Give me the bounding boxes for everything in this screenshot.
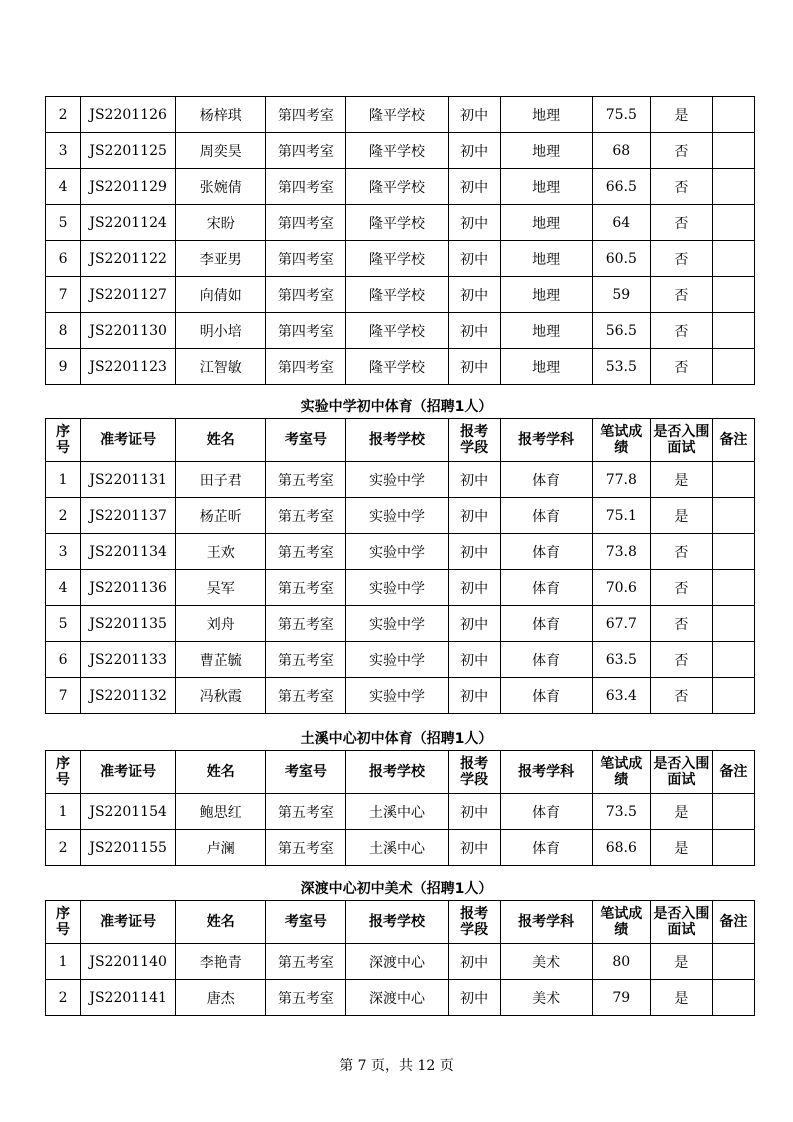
cell-remarks (712, 678, 754, 714)
header-subject: 报考学科 (500, 419, 592, 462)
cell-ticket-number: JS2201125 (81, 133, 176, 169)
cell-level: 初中 (448, 462, 500, 498)
cell-level: 初中 (448, 205, 500, 241)
header-room: 考室号 (266, 901, 346, 944)
cell-subject: 体育 (500, 830, 592, 866)
cell-name: 周奕昊 (176, 133, 266, 169)
cell-subject: 地理 (500, 169, 592, 205)
cell-index: 5 (46, 205, 81, 241)
cell-level: 初中 (448, 97, 500, 133)
cell-index: 2 (46, 980, 81, 1016)
cell-subject: 体育 (500, 462, 592, 498)
cell-exam-room: 第五考室 (266, 830, 346, 866)
cell-exam-room: 第四考室 (266, 313, 346, 349)
cell-ticket-number: JS2201140 (81, 944, 176, 980)
cell-exam-room: 第五考室 (266, 462, 346, 498)
cell-exam-room: 第五考室 (266, 498, 346, 534)
table-row (46, 97, 755, 133)
cell-ticket-number: JS2201154 (81, 794, 176, 830)
cell-level: 初中 (448, 277, 500, 313)
cell-ticket-number: JS2201122 (81, 241, 176, 277)
cell-level: 初中 (448, 349, 500, 385)
table-row (46, 462, 755, 498)
cell-school: 深渡中心 (346, 944, 448, 980)
header-remarks: 备注 (712, 419, 754, 462)
cell-index: 3 (46, 534, 81, 570)
cell-remarks (712, 241, 754, 277)
table-header-row (46, 419, 755, 462)
cell-subject: 美术 (500, 980, 592, 1016)
header-level: 报考学段 (448, 419, 500, 462)
cell-level: 初中 (448, 980, 500, 1016)
cell-remarks (712, 133, 754, 169)
cell-ticket-number: JS2201126 (81, 97, 176, 133)
cell-remarks (712, 205, 754, 241)
cell-shortlisted: 否 (650, 241, 712, 277)
cell-level: 初中 (448, 313, 500, 349)
header-remarks: 备注 (712, 751, 754, 794)
header-shortlisted: 是否入围面试 (650, 751, 712, 794)
cell-subject: 地理 (500, 349, 592, 385)
cell-name: 王欢 (176, 534, 266, 570)
cell-school: 深渡中心 (346, 980, 448, 1016)
table-row (46, 241, 755, 277)
cell-name: 鲍思红 (176, 794, 266, 830)
cell-name: 江智敏 (176, 349, 266, 385)
cell-name: 宋盼 (176, 205, 266, 241)
cell-index: 4 (46, 570, 81, 606)
cell-shortlisted: 是 (650, 97, 712, 133)
header-ticket: 准考证号 (81, 419, 176, 462)
header-school: 报考学校 (346, 419, 448, 462)
cell-ticket-number: JS2201123 (81, 349, 176, 385)
cell-name: 李艳青 (176, 944, 266, 980)
cell-exam-room: 第四考室 (266, 277, 346, 313)
cell-subject: 体育 (500, 678, 592, 714)
cell-ticket-number: JS2201155 (81, 830, 176, 866)
cell-name: 杨梓琪 (176, 97, 266, 133)
cell-school: 实验中学 (346, 606, 448, 642)
cell-ticket-number: JS2201127 (81, 277, 176, 313)
table-row (46, 642, 755, 678)
page-footer: 第 7 页，共 12 页 (339, 1058, 454, 1074)
header-shortlisted: 是否入围面试 (650, 901, 712, 944)
cell-exam-room: 第四考室 (266, 169, 346, 205)
cell-remarks (712, 534, 754, 570)
cell-name: 张婉倩 (176, 169, 266, 205)
cell-index: 6 (46, 241, 81, 277)
section-title: 实验中学初中体育（招聘1人） (300, 399, 493, 415)
cell-ticket-number: JS2201137 (81, 498, 176, 534)
cell-shortlisted: 否 (650, 606, 712, 642)
cell-school: 隆平学校 (346, 349, 448, 385)
cell-subject: 体育 (500, 570, 592, 606)
cell-shortlisted: 否 (650, 534, 712, 570)
cell-name: 刘舟 (176, 606, 266, 642)
table-row (46, 133, 755, 169)
cell-shortlisted: 否 (650, 678, 712, 714)
cell-index: 1 (46, 462, 81, 498)
cell-shortlisted: 否 (650, 642, 712, 678)
cell-shortlisted: 是 (650, 980, 712, 1016)
cell-level: 初中 (448, 830, 500, 866)
header-score: 笔试成绩 (592, 901, 650, 944)
cell-name: 明小培 (176, 313, 266, 349)
cell-score: 75.5 (592, 97, 650, 133)
cell-remarks (712, 349, 754, 385)
cell-name: 吴军 (176, 570, 266, 606)
cell-shortlisted: 否 (650, 277, 712, 313)
cell-subject: 地理 (500, 241, 592, 277)
cell-name: 李亚男 (176, 241, 266, 277)
header-room: 考室号 (266, 751, 346, 794)
cell-score: 77.8 (592, 462, 650, 498)
cell-name: 唐杰 (176, 980, 266, 1016)
cell-exam-room: 第五考室 (266, 642, 346, 678)
header-school: 报考学校 (346, 901, 448, 944)
score-table (45, 418, 755, 714)
cell-school: 隆平学校 (346, 313, 448, 349)
cell-subject: 地理 (500, 133, 592, 169)
table-row (46, 169, 755, 205)
cell-school: 土溪中心 (346, 794, 448, 830)
cell-score: 67.7 (592, 606, 650, 642)
cell-remarks (712, 498, 754, 534)
cell-index: 8 (46, 313, 81, 349)
cell-score: 79 (592, 980, 650, 1016)
cell-score: 63.4 (592, 678, 650, 714)
header-subject: 报考学科 (500, 751, 592, 794)
cell-remarks (712, 462, 754, 498)
cell-ticket-number: JS2201133 (81, 642, 176, 678)
cell-subject: 体育 (500, 498, 592, 534)
cell-shortlisted: 否 (650, 349, 712, 385)
table-row (46, 794, 755, 830)
cell-school: 实验中学 (346, 642, 448, 678)
cell-ticket-number: JS2201136 (81, 570, 176, 606)
cell-subject: 体育 (500, 534, 592, 570)
cell-exam-room: 第五考室 (266, 570, 346, 606)
cell-score: 68.6 (592, 830, 650, 866)
cell-shortlisted: 否 (650, 133, 712, 169)
cell-remarks (712, 277, 754, 313)
table-header-row (46, 751, 755, 794)
cell-level: 初中 (448, 944, 500, 980)
cell-subject: 地理 (500, 313, 592, 349)
cell-level: 初中 (448, 642, 500, 678)
header-index: 序号 (46, 751, 81, 794)
cell-name: 杨芷昕 (176, 498, 266, 534)
header-score: 笔试成绩 (592, 419, 650, 462)
cell-name: 冯秋霞 (176, 678, 266, 714)
cell-school: 实验中学 (346, 498, 448, 534)
cell-score: 75.1 (592, 498, 650, 534)
header-name: 姓名 (176, 751, 266, 794)
table-row (46, 277, 755, 313)
cell-index: 7 (46, 277, 81, 313)
cell-score: 60.5 (592, 241, 650, 277)
header-ticket: 准考证号 (81, 751, 176, 794)
header-score: 笔试成绩 (592, 751, 650, 794)
cell-score: 56.5 (592, 313, 650, 349)
cell-subject: 地理 (500, 277, 592, 313)
cell-shortlisted: 是 (650, 794, 712, 830)
cell-remarks (712, 944, 754, 980)
section-title: 土溪中心初中体育（招聘1人） (300, 731, 493, 747)
cell-name: 曹芷毓 (176, 642, 266, 678)
cell-ticket-number: JS2201124 (81, 205, 176, 241)
cell-level: 初中 (448, 570, 500, 606)
cell-school: 隆平学校 (346, 277, 448, 313)
cell-shortlisted: 是 (650, 830, 712, 866)
cell-exam-room: 第五考室 (266, 534, 346, 570)
cell-ticket-number: JS2201130 (81, 313, 176, 349)
table-row (46, 944, 755, 980)
table-row (46, 830, 755, 866)
cell-index: 6 (46, 642, 81, 678)
cell-ticket-number: JS2201134 (81, 534, 176, 570)
cell-school: 实验中学 (346, 462, 448, 498)
header-subject: 报考学科 (500, 901, 592, 944)
cell-remarks (712, 642, 754, 678)
cell-school: 实验中学 (346, 570, 448, 606)
cell-level: 初中 (448, 794, 500, 830)
cell-school: 实验中学 (346, 534, 448, 570)
cell-exam-room: 第五考室 (266, 794, 346, 830)
cell-school: 隆平学校 (346, 205, 448, 241)
header-ticket: 准考证号 (81, 901, 176, 944)
cell-exam-room: 第四考室 (266, 349, 346, 385)
cell-exam-room: 第四考室 (266, 97, 346, 133)
cell-score: 80 (592, 944, 650, 980)
table-row (46, 349, 755, 385)
cell-exam-room: 第四考室 (266, 241, 346, 277)
header-shortlisted: 是否入围面试 (650, 419, 712, 462)
cell-score: 53.5 (592, 349, 650, 385)
cell-school: 隆平学校 (346, 133, 448, 169)
cell-index: 1 (46, 944, 81, 980)
cell-remarks (712, 980, 754, 1016)
cell-school: 实验中学 (346, 678, 448, 714)
cell-remarks (712, 169, 754, 205)
cell-shortlisted: 是 (650, 944, 712, 980)
cell-name: 卢澜 (176, 830, 266, 866)
cell-index: 5 (46, 606, 81, 642)
header-level: 报考学段 (448, 751, 500, 794)
table-row (46, 313, 755, 349)
cell-school: 隆平学校 (346, 241, 448, 277)
cell-score: 73.5 (592, 794, 650, 830)
score-table (45, 96, 755, 385)
cell-level: 初中 (448, 169, 500, 205)
cell-exam-room: 第五考室 (266, 678, 346, 714)
cell-school: 隆平学校 (346, 169, 448, 205)
header-name: 姓名 (176, 901, 266, 944)
cell-shortlisted: 否 (650, 570, 712, 606)
cell-ticket-number: JS2201131 (81, 462, 176, 498)
header-index: 序号 (46, 901, 81, 944)
score-table (45, 750, 755, 866)
table-row (46, 205, 755, 241)
cell-score: 73.8 (592, 534, 650, 570)
cell-score: 59 (592, 277, 650, 313)
cell-ticket-number: JS2201141 (81, 980, 176, 1016)
cell-remarks (712, 313, 754, 349)
section-title: 深渡中心初中美术（招聘1人） (300, 881, 493, 897)
table-row (46, 606, 755, 642)
cell-ticket-number: JS2201129 (81, 169, 176, 205)
cell-shortlisted: 否 (650, 313, 712, 349)
cell-shortlisted: 是 (650, 498, 712, 534)
header-remarks: 备注 (712, 901, 754, 944)
cell-shortlisted: 是 (650, 462, 712, 498)
cell-level: 初中 (448, 241, 500, 277)
cell-index: 4 (46, 169, 81, 205)
header-index: 序号 (46, 419, 81, 462)
cell-index: 2 (46, 498, 81, 534)
header-name: 姓名 (176, 419, 266, 462)
cell-level: 初中 (448, 534, 500, 570)
table-row (46, 980, 755, 1016)
header-level: 报考学段 (448, 901, 500, 944)
cell-level: 初中 (448, 678, 500, 714)
cell-ticket-number: JS2201135 (81, 606, 176, 642)
cell-index: 1 (46, 794, 81, 830)
cell-exam-room: 第四考室 (266, 133, 346, 169)
cell-remarks (712, 97, 754, 133)
table-row (46, 534, 755, 570)
cell-school: 隆平学校 (346, 97, 448, 133)
cell-name: 向倩如 (176, 277, 266, 313)
cell-name: 田子君 (176, 462, 266, 498)
cell-score: 68 (592, 133, 650, 169)
table-row (46, 498, 755, 534)
table-row (46, 570, 755, 606)
cell-exam-room: 第五考室 (266, 980, 346, 1016)
cell-index: 2 (46, 830, 81, 866)
cell-subject: 体育 (500, 606, 592, 642)
header-room: 考室号 (266, 419, 346, 462)
cell-subject: 体育 (500, 642, 592, 678)
cell-score: 66.5 (592, 169, 650, 205)
cell-index: 7 (46, 678, 81, 714)
table-header-row (46, 901, 755, 944)
table-row (46, 678, 755, 714)
cell-ticket-number: JS2201132 (81, 678, 176, 714)
cell-remarks (712, 570, 754, 606)
header-school: 报考学校 (346, 751, 448, 794)
cell-score: 70.6 (592, 570, 650, 606)
cell-level: 初中 (448, 133, 500, 169)
cell-shortlisted: 否 (650, 169, 712, 205)
score-table (45, 900, 755, 1016)
cell-remarks (712, 830, 754, 866)
cell-subject: 美术 (500, 944, 592, 980)
cell-remarks (712, 606, 754, 642)
cell-exam-room: 第五考室 (266, 944, 346, 980)
cell-subject: 体育 (500, 794, 592, 830)
cell-remarks (712, 794, 754, 830)
cell-subject: 地理 (500, 205, 592, 241)
cell-level: 初中 (448, 606, 500, 642)
cell-exam-room: 第四考室 (266, 205, 346, 241)
cell-score: 64 (592, 205, 650, 241)
cell-index: 9 (46, 349, 81, 385)
cell-level: 初中 (448, 498, 500, 534)
cell-school: 土溪中心 (346, 830, 448, 866)
cell-shortlisted: 否 (650, 205, 712, 241)
cell-score: 63.5 (592, 642, 650, 678)
cell-exam-room: 第五考室 (266, 606, 346, 642)
cell-index: 2 (46, 97, 81, 133)
cell-subject: 地理 (500, 97, 592, 133)
cell-index: 3 (46, 133, 81, 169)
